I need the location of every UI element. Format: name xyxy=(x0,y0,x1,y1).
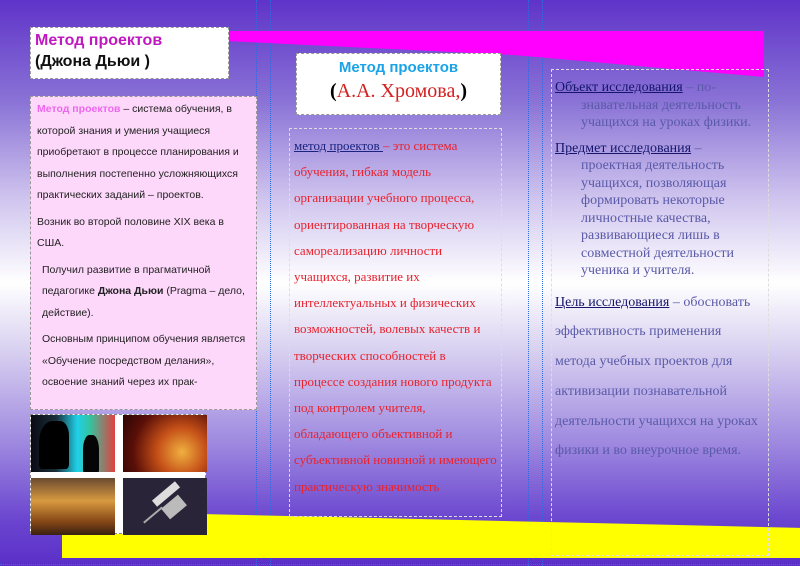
panel2-lead-term: метод проектов xyxy=(294,138,383,153)
panel1-title: Метод проектов xyxy=(35,32,163,49)
research-object-heading: Объект исследования xyxy=(555,80,683,95)
photo-collage xyxy=(30,414,206,534)
panel3-text xyxy=(555,79,765,466)
panel2-author: (А.А. Хромова,) xyxy=(329,80,467,102)
panel1-text-box xyxy=(30,96,257,410)
guide-line xyxy=(0,564,800,565)
research-goal-heading: Цель исследования xyxy=(555,294,670,310)
research-subject-heading: Предмет исследования xyxy=(555,140,692,156)
panel1-subtitle: (Джона Дьюи ) xyxy=(35,53,150,70)
panel1-intro: Метод проектов – система обучения, в которой знания и умения учащиеся приобретают в процессе планирования и выполнения постепенно усложняющихся практических заданий – проектов. xyxy=(37,103,239,201)
panel1-title-box xyxy=(30,27,229,79)
guide-line xyxy=(270,0,271,566)
research-object: Объект исследования – по- знавательная деятельность учащихся на уроках физики. xyxy=(555,80,752,130)
panel1-principle: Основным принципом обучения является «Обучение посредством делания», освоение знаний через их прак- xyxy=(42,333,246,388)
panel1-origin: Возник во второй половине XIX века в США. xyxy=(37,215,224,249)
panel2-definition xyxy=(289,128,502,517)
circuit-chip-photo xyxy=(123,415,207,472)
space-station-photo xyxy=(123,478,207,535)
guide-line xyxy=(528,0,529,566)
panel1-dewey: Получил развитие в прагматичной педагогике Джона Дьюи (Pragma – дело, действие). xyxy=(42,263,245,319)
crowd-hall-photo xyxy=(31,478,115,535)
panel2-title-box xyxy=(296,53,501,115)
silhouette-screens-photo xyxy=(31,415,115,472)
panel2-title: Метод проектов xyxy=(338,59,459,76)
guide-line xyxy=(542,0,543,566)
panel2-body: – это система обучения, гибкая модель организации учебного процесса, ориентированная на творческую самореализацию личности учащихся, развитие их интеллектуальных и физических возможностей, волевых качеств и творческих способностей в процессе создания нового продукта под контролем учителя, обладающего объективной и субъективной новизной и имеющего практическую значимость xyxy=(294,138,497,494)
research-goal: Цель исследования – обосновать эффективность применения метода учебных проектов для активизации познавательной деятельности учащихся на уроках физики и во внеурочное время. xyxy=(555,294,758,459)
research-subject: Предмет исследования – проектная деятельность учащихся, позволяющая формировать некоторые личностные качества, развивающиеся лишь в совместной деятельности ученика и учителя. xyxy=(555,140,734,278)
